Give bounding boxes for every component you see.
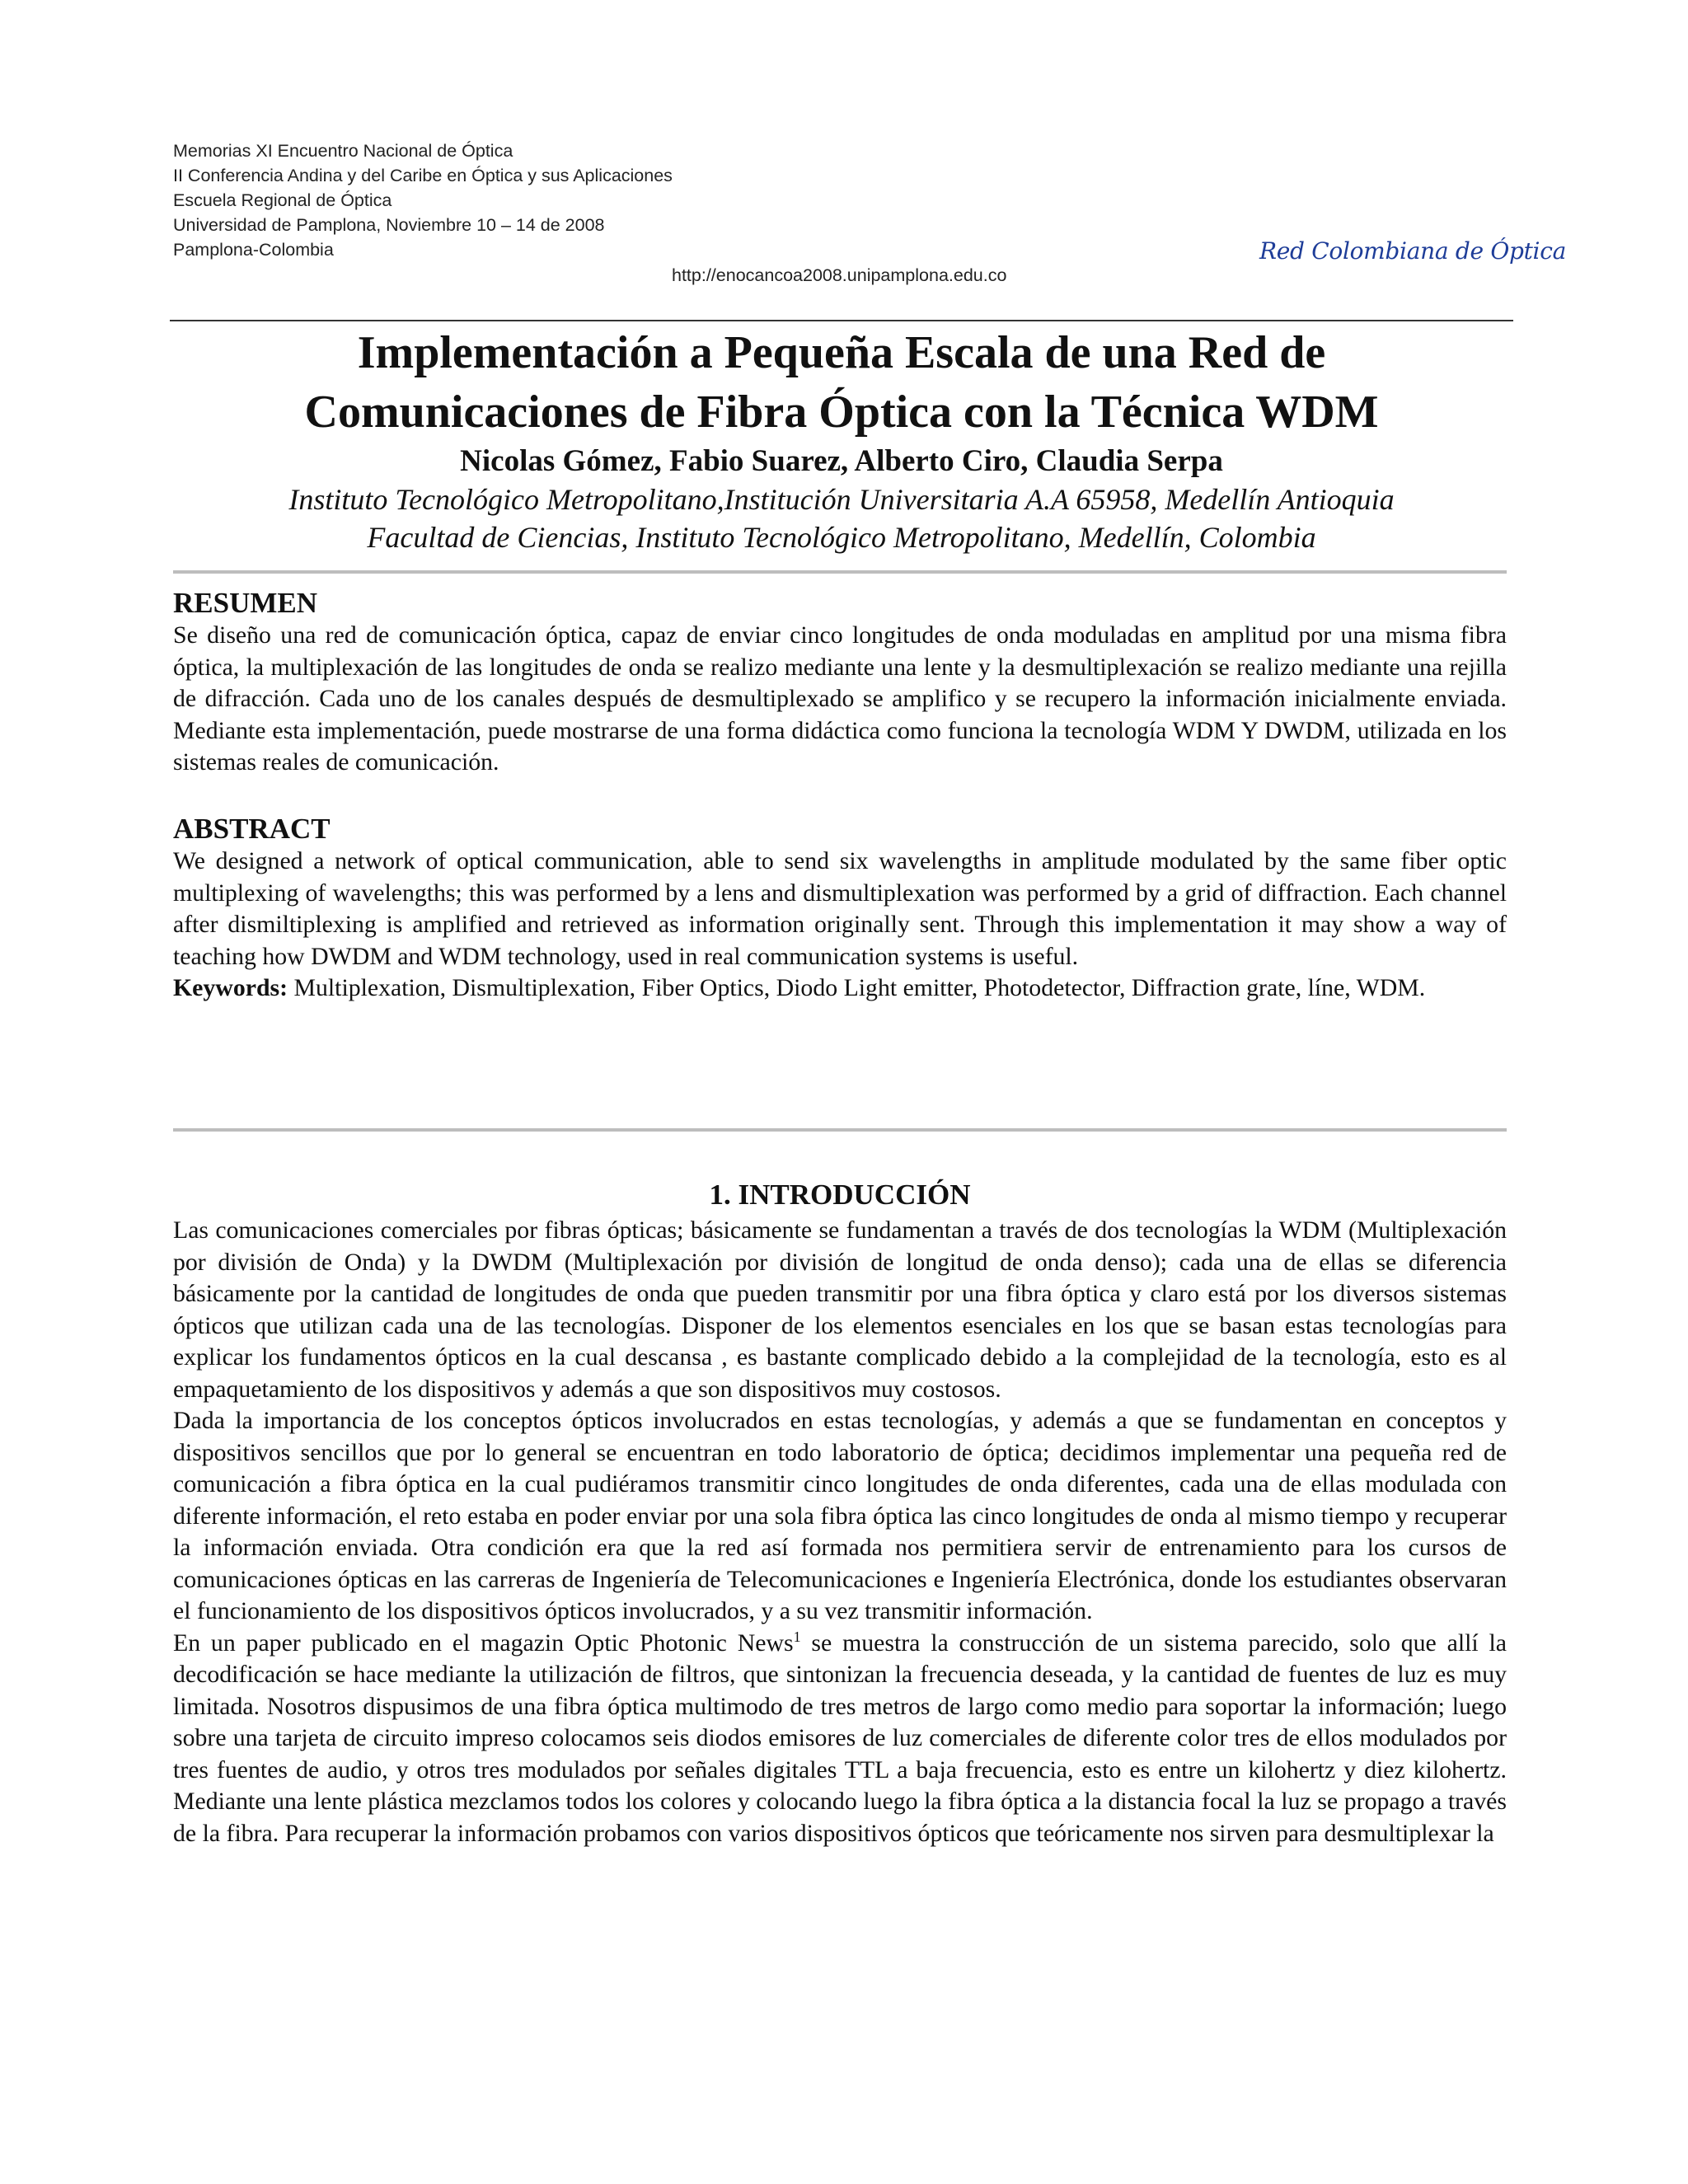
resumen-section — [173, 587, 1507, 779]
title-divider — [173, 570, 1507, 574]
intro-p3-start: En un paper publicado en el magazin Optic Photonic News — [173, 1629, 794, 1657]
introduction-section — [173, 1179, 1507, 1849]
conference-url: http://enocancoa2008.unipamplona.edu.co — [672, 265, 1007, 285]
title-line-2: Comunicaciones de Fibra Óptica con la Técnica WDM — [304, 387, 1379, 438]
conference-line: Pamplona-Colombia — [173, 240, 334, 260]
abstract-section — [173, 813, 1507, 1005]
abstract-divider — [173, 1128, 1507, 1132]
keywords — [173, 972, 1507, 1005]
abstract-text: We designed a network of optical communication, able to send six wavelengths in amplitude modulated by the same fiber optic multiplexing of wavelengths; this was performed by a lens and dismultiplexation was performed by a grid of diffraction. Each channel after dismiltiplexing is amplified and retrieved as information originally sent. Through this implementation it may show a way of teaching how DWDM and WDM technology, used in real communication systems is useful. — [173, 847, 1507, 970]
paper-title — [170, 323, 1513, 442]
abstract-heading: ABSTRACT — [173, 813, 331, 845]
keywords-list: Multiplexation, Dismultiplexation, Fiber Optics, Diodo Light emitter, Photodetector, Diffraction grate, líne, WDM. — [288, 974, 1426, 1001]
authors: Nicolas Gómez, Fabio Suarez, Alberto Ciro, Claudia Serpa — [460, 444, 1223, 478]
conference-line: II Conferencia Andina y del Caribe en Óptica y sus Aplicaciones — [173, 166, 673, 185]
affiliation-1: Instituto Tecnológico Metropolitano,Institución Universitaria A.A 65958, Medellín Antioquia — [288, 483, 1395, 516]
conference-line: Escuela Regional de Óptica — [173, 190, 392, 210]
resumen-heading: RESUMEN — [173, 587, 318, 619]
intro-p3-rest: se muestra la construcción de un sistema parecido, solo que allí la decodificación se hace mediante la utilización de filtros, que sintonizan la frecuencia deseada, y la cantidad de fuentes de luz es muy limitada. Nosotros dispusimos de una fibra óptica multimodo de tres metros de largo como medio para soportar la información; luego sobre una tarjeta de circuito impreso colocamos seis diodos emisores de luz comerciales de diferente color tres de ellos modulados por tres fuentes de audio, y otros tres modulados por señales digitales TTL a baja frecuencia, esto es entre un kilohertz y diez kilohertz. Mediante una lente plástica mezclamos todos los colores y colocando luego la fibra óptica a la distancia focal la luz se propago a través de la fibra. Para recuperar la información probamos con varios dispositivos ópticos que teóricamente nos sirven para desmultiplexar la — [173, 1629, 1507, 1847]
conference-line: Memorias XI Encuentro Nacional de Óptica — [173, 141, 513, 161]
introduction-heading: 1. INTRODUCCIÓN — [709, 1179, 971, 1211]
conference-info — [173, 138, 673, 262]
intro-paragraph-3 — [173, 1628, 1507, 1850]
resumen-text: Se diseño una red de comunicación óptica, capaz de enviar cinco longitudes de onda moduladas en amplitud por una misma fibra óptica, la multiplexación de las longitudes de onda se realizo mediante una lente y la desmultiplexación se realizo mediante una rejilla de difracción. Cada uno de los canales después de desmultiplexado se amplifico y se recupero la información inicialmente enviada. Mediante esta implementación, puede mostrarse de una forma didáctica como funciona la tecnología WDM Y DWDM, utilizada en los sistemas reales de comunicación. — [173, 621, 1507, 776]
intro-paragraph-1: Las comunicaciones comerciales por fibras ópticas; básicamente se fundamentan a través de dos tecnologías la WDM (Multiplexación por división de Onda) y la DWDM (Multiplexación por división de longitud de onda denso); cada una de ellas se diferencia básicamente por la cantidad de longitudes de onda que pueden transmitir por una fibra óptica y claro está por los diversos sistemas ópticos que utilizan cada una de las tecnologías. Disponer de los elementos esenciales en los que se basan estas tecnologías para explicar los fundamentos ópticos en la cual descansa , es bastante complicado debido a la complejidad de la tecnología, esto es al empaquetamiento de los dispositivos y además a que son dispositivos muy costosos. — [173, 1216, 1507, 1403]
affiliation-2: Facultad de Ciencias, Instituto Tecnológico Metropolitano, Medellín, Colombia — [367, 521, 1316, 554]
header-divider — [170, 320, 1513, 321]
title-line-1: Implementación a Pequeña Escala de una Red de — [357, 327, 1326, 378]
intro-paragraph-2: Dada la importancia de los conceptos ópticos involucrados en estas tecnologías, y además a que se fundamentan en conceptos y dispositivos sencillos que por lo general se encuentran en todo laboratorio de óptica; decidimos implementar una pequeña red de comunicación a fibra óptica en la cual pudiéramos transmitir cinco longitudes de onda diferentes, cada una de ellas modulada con diferente información, el reto estaba en poder enviar por una sola fibra óptica las cinco longitudes de onda al mismo tiempo y recuperar la información enviada. Otra condición era que la red así formada nos permitiera servir de entrenamiento para los cursos de comunicaciones ópticas en las carreras de Ingeniería de Telecomunicaciones e Ingeniería Electrónica, donde los estudiantes observaran el funcionamiento de los dispositivos ópticos involucrados, y a su vez transmitir información. — [173, 1407, 1507, 1624]
title-block — [170, 323, 1513, 556]
network-logo: Red Colombiana de Óptica — [1259, 237, 1566, 265]
reference-marker: 1 — [793, 1628, 801, 1645]
conference-header — [173, 138, 1566, 295]
keywords-label: Keywords: — [173, 974, 288, 1001]
conference-line: Universidad de Pamplona, Noviembre 10 – 14 de 2008 — [173, 215, 605, 235]
